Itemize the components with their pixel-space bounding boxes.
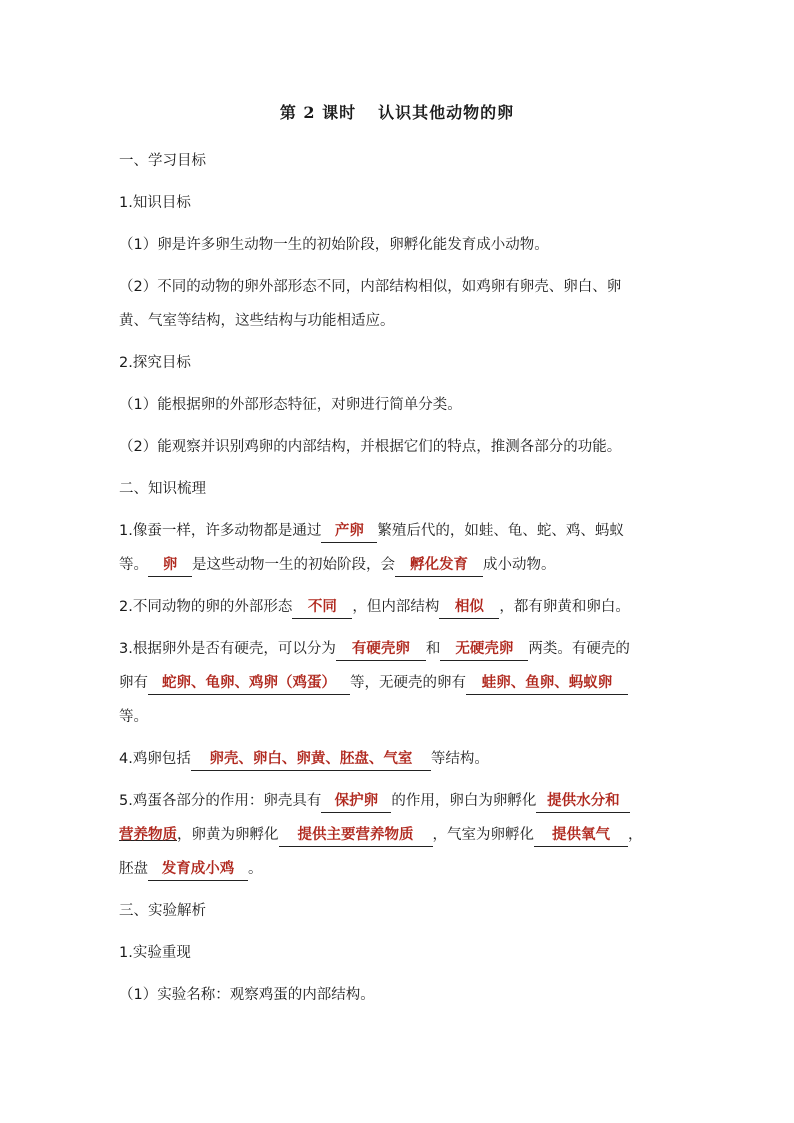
answer-blank: 提供水分和 — [536, 790, 630, 813]
answer-blank: 发育成小鸡 — [148, 858, 248, 881]
item-1-line1: 1.像蚕一样，许多动物都是通过 产卵 繁殖后代的，如蛙、龟、蛇、鸡、蚂蚁 — [119, 518, 679, 544]
knowledge-goal-2-line1: （2）不同的动物的卵外部形态不同，内部结构相似，如鸡卵有卵壳、卵白、卵 — [119, 279, 622, 295]
inquiry-goal-2: （2）能观察并识别鸡卵的内部结构，并根据它们的特点，推测各部分的功能。 — [119, 439, 622, 455]
answer-blank: 产卵 — [321, 520, 377, 543]
knowledge-goal-2-line2: 黄、气室等结构，这些结构与功能相适应。 — [119, 313, 395, 329]
item-3-line3: 等。 — [119, 709, 148, 725]
experiment-subheading: 1.实验重现 — [119, 945, 191, 961]
answer-blank: 卵 — [148, 554, 192, 577]
answer-blank: 有硬壳卵 — [336, 638, 426, 661]
answer-blank: 保护卵 — [321, 790, 391, 813]
item-1-line2: 等。 卵 是这些动物一生的初始阶段，会 孵化发育 成小动物。 — [119, 552, 679, 578]
item-5-line1: 5.鸡蛋各部分的作用：卵壳具有 保护卵 的作用，卵白为卵孵化 提供水分和 — [119, 788, 679, 814]
answer-blank: 蛙卵、鱼卵、蚂蚁卵 — [466, 672, 628, 695]
document-body — [119, 148, 679, 1008]
section-heading-knowledge: 二、知识梳理 — [119, 481, 206, 497]
item-5-line3: 胚盘 发育成小鸡 。 — [119, 856, 679, 882]
inquiry-goal-1: （1）能根据卵的外部形态特征，对卵进行简单分类。 — [119, 397, 462, 413]
answer-blank: 营养物质 — [119, 827, 177, 843]
experiment-name: （1）实验名称：观察鸡蛋的内部结构。 — [119, 987, 375, 1003]
answer-blank: 孵化发育 — [395, 554, 483, 577]
answer-blank: 提供主要营养物质 — [279, 824, 433, 847]
answer-blank: 无硬壳卵 — [440, 638, 528, 661]
knowledge-goal-heading: 1.知识目标 — [119, 195, 191, 211]
item-4: 4.鸡卵包括 卵壳、卵白、卵黄、胚盘、气室 等结构。 — [119, 746, 679, 772]
answer-blank: 相似 — [439, 596, 499, 619]
section-heading-experiment: 三、实验解析 — [119, 903, 206, 919]
item-3-line2: 卵有 蛇卵、龟卵、鸡卵（鸡蛋） 等，无硬壳的卵有 蛙卵、鱼卵、蚂蚁卵 — [119, 670, 679, 696]
section-heading-objectives: 一、学习目标 — [119, 153, 206, 169]
page-title — [0, 100, 794, 123]
answer-blank: 卵壳、卵白、卵黄、胚盘、气室 — [191, 748, 431, 771]
answer-blank: 提供氧气 — [534, 824, 628, 847]
inquiry-goal-heading: 2.探究目标 — [119, 355, 191, 371]
knowledge-goal-1: （1）卵是许多卵生动物一生的初始阶段，卵孵化能发育成小动物。 — [119, 237, 549, 253]
lesson-topic: 认识其他动物的卵 — [378, 103, 515, 122]
answer-blank: 不同 — [292, 596, 352, 619]
lesson-number: 第 2 课时 — [279, 103, 357, 122]
item-2: 2.不同动物的卵的外部形态 不同 ，但内部结构 相似 ，都有卵黄和卵白。 — [119, 594, 679, 620]
answer-blank: 蛇卵、龟卵、鸡卵（鸡蛋） — [148, 672, 350, 695]
item-3-line1: 3.根据卵外是否有硬壳，可以分为 有硬壳卵 和 无硬壳卵 两类。有硬壳的 — [119, 636, 679, 662]
item-5-line2: 营养物质，卵黄为卵孵化 提供主要营养物质 ，气室为卵孵化 提供氧气 ， — [119, 822, 679, 848]
